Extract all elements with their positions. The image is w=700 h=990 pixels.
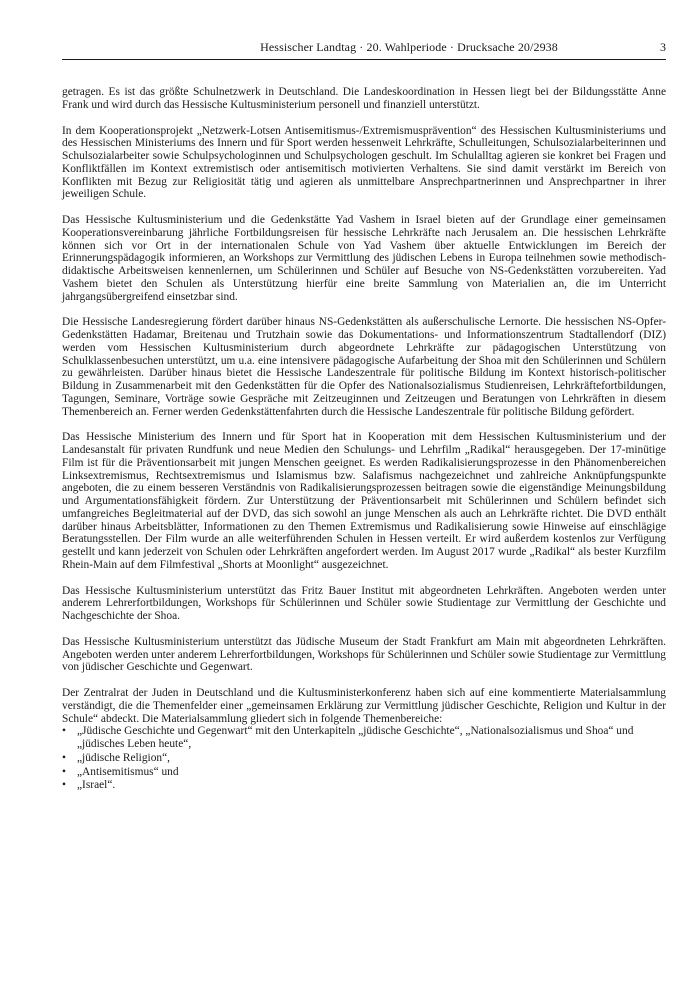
- bullet-icon: •: [62, 751, 66, 764]
- topic-list: [62, 725, 666, 792]
- body-text: [62, 86, 666, 793]
- paragraph-5: Das Hessische Ministerium des Innern und für Sport hat in Kooperation mit dem Hessischen Kultusministerium und der Landesanstalt für privaten Rundfunk und neue Medien den Schulungs- und Lehrfilm „Radikal“ herausgegeben. Der 17-minütige Film ist für die Präventionsarbeit mit jungen Menschen geeignet. Es werden Radikalisierungsprozesse in den Phänomenbereichen Linksextremismus, Rechtsextremismus und Islamismus bzw. Salafismus nachgezeichnet und zahlreiche Anknüpfungspunkte angeboten, die zu einem besseren Verständnis von Radikalisierungsprozessen beitragen sowie die eigenständige Meinungsbildung und Argumentationsfähigkeit fördern. Zur Unterstützung der Präventionsarbeit mit Schülerinnen und Schülern befindet sich umfangreiches Begleitmaterial auf der DVD, das sich sowohl an junge Menschen als auch an Lehrkräfte richtet. Die DVD enthält darüber hinaus Arbeitsblätter, Informationen zu den Themen Extremismus und Radikalisierung sowie Hinweise auf einschlägige Beratungsstellen. Der Film wurde an alle weiterführenden Schulen in Hessen verteilt. Er wird außerdem kostenlos zur Verfügung gestellt und kann jederzeit von Schulen oder Lehrkräften angefordert werden. Im August 2017 wurde „Radikal“ als bester Kurzfilm Rhein-Main auf dem Filmfestival „Shorts at Moonlight“ ausgezeichnet.: [62, 431, 666, 571]
- header-title: Hessischer Landtag · 20. Wahlperiode · Drucksache 20/2938: [260, 40, 558, 54]
- list-item: [62, 752, 666, 765]
- page-header: [62, 40, 666, 60]
- bullet-icon: •: [62, 725, 66, 738]
- paragraph-7: Das Hessische Kultusministerium unterstützt das Jüdische Museum der Stadt Frankfurt am Main mit abgeordneten Lehrkräften. Angeboten werden unter anderem Lehrerfortbildungen, Workshops für Schülerinnen und Schüler sowie Studientage zur Vermittlung von jüdischer Geschichte und Gegenwart.: [62, 635, 666, 674]
- list-item: [62, 725, 666, 751]
- paragraph-8: Der Zentralrat der Juden in Deutschland und die Kultusministerkonferenz haben sich auf eine kommentierte Materialsammlung verständigt, die die Themenfelder einer „gemeinsamen Erklärung zur Vermittlung jüdischer Geschichte, Religion und Kultur in der Schule“ abdeckt. Die Materialsammlung gliedert sich in folgende Themenbereiche:: [62, 687, 666, 725]
- list-item-text: „Jüdische Geschichte und Gegenwart“ mit den Unterkapiteln „jüdische Geschichte“, „Nationalsozialismus und Shoa“ und „jüdisches Leben heute“,: [77, 725, 634, 750]
- list-item-text: „Israel“.: [77, 779, 116, 792]
- paragraph-1: getragen. Es ist das größte Schulnetzwerk in Deutschland. Die Landeskoordination in Hessen liegt bei der Bildungsstätte Anne Frank und wird durch das Hessische Kultusministerium personell und finanziell unterstützt.: [62, 86, 666, 111]
- paragraph-2: In dem Kooperationsprojekt „Netzwerk-Lotsen Antisemitismus-/Extremismusprävention“ des Hessischen Kultusministeriums und des Hessischen Ministeriums des Innern und für Sport werden hessenweit Lehrkräfte, Schulleitungen, Schulsozialarbeiterinnen und Schulsozialarbeiter sowie Schulpsychologinnen und Schulpsychologen geschult. Im Schulalltag agieren sie konkret bei Fragen und Konfliktfällen im Kontext extremistisch oder antisemitisch motivierten Verhaltens. Sie sind damit verstärkt im Bereich von Konflikten mit Bezug zur Religiosität tätig und agieren als unmittelbare Ansprechpartnerinnen und Ansprechpartner in ihrer jeweiligen Schule.: [62, 124, 666, 201]
- list-item-text: „Antisemitismus“ und: [77, 765, 179, 778]
- paragraph-6: Das Hessische Kultusministerium unterstützt das Fritz Bauer Institut mit abgeordneten Lehrkräften. Angeboten werden unter anderem Lehrerfortbildungen, Workshops für Schülerinnen und Schüler sowie Studientage zur Vermittlung der Geschichte und Nachgeschichte der Shoa.: [62, 584, 666, 622]
- list-item-text: „jüdische Religion“,: [77, 751, 170, 764]
- page-number: 3: [660, 40, 666, 54]
- header-rule: [62, 59, 666, 60]
- list-item: [62, 779, 666, 792]
- list-item: [62, 766, 666, 779]
- paragraph-3: Das Hessische Kultusministerium und die Gedenkstätte Yad Vashem in Israel bieten auf der Grundlage einer gemeinsamen Kooperationsvereinbarung jährliche Fortbildungsreisen für hessische Lehrkräfte nach Jerusalem an. Die hessischen Lehrkräfte können sich vor Ort in der internationalen Schule von Yad Vashem über aktuelle Entwicklungen im Bereich der Erinnerungspädagogik informieren, an Workshops zur Vermittlung des jüdischen Lebens in Europa teilnehmen sowie methodisch-didaktische Arbeitsweisen kennenlernen, um Schülerinnen und Schüler auf Besuche von NS-Gedenkstätten vorzubereiten. Yad Vashem bietet den Schulen als Unterstützung hierfür eine breite Sammlung von Materialien an, die im Unterricht jahrgangsübergreifend einsetzbar sind.: [62, 214, 666, 303]
- paragraph-4: Die Hessische Landesregierung fördert darüber hinaus NS-Gedenkstätten als außerschulische Lernorte. Die hessischen NS-Opfer-Gedenkstätten Hadamar, Breitenau und Trutzhain sowie das Dokumentations- und Informationszentrum Stadtallendorf (DIZ) werden vom Hessischen Kultusministerium durch abgeordnete Lehrkräfte zur pädagogischen Unterstützung von Schulklassenbesuchen unterstützt, um u.a. eine intensivere pädagogische Aufarbeitung der Shoa mit den Schülerinnen und Schülern zu gewährleisten. Darüber hinaus bietet die Hessische Landeszentrale für politische Bildung im Kontext historisch-politischer Bildung in Zusammenarbeit mit den Gedenkstätten für die Opfer des Nationalsozialismus Studienreisen, Lehrkräftefortbildungen, Tagungen, Seminare, Vorträge sowie Gespräche mit Zeitzeuginnen und Zeitzeugen und Beratungen von Lehrkräften in diesem Themenbereich an. Ferner werden Gedenkstättenfahrten durch die Hessische Landeszentrale für politische Bildung gefördert.: [62, 316, 666, 418]
- bullet-icon: •: [62, 765, 66, 778]
- bullet-icon: •: [62, 779, 66, 792]
